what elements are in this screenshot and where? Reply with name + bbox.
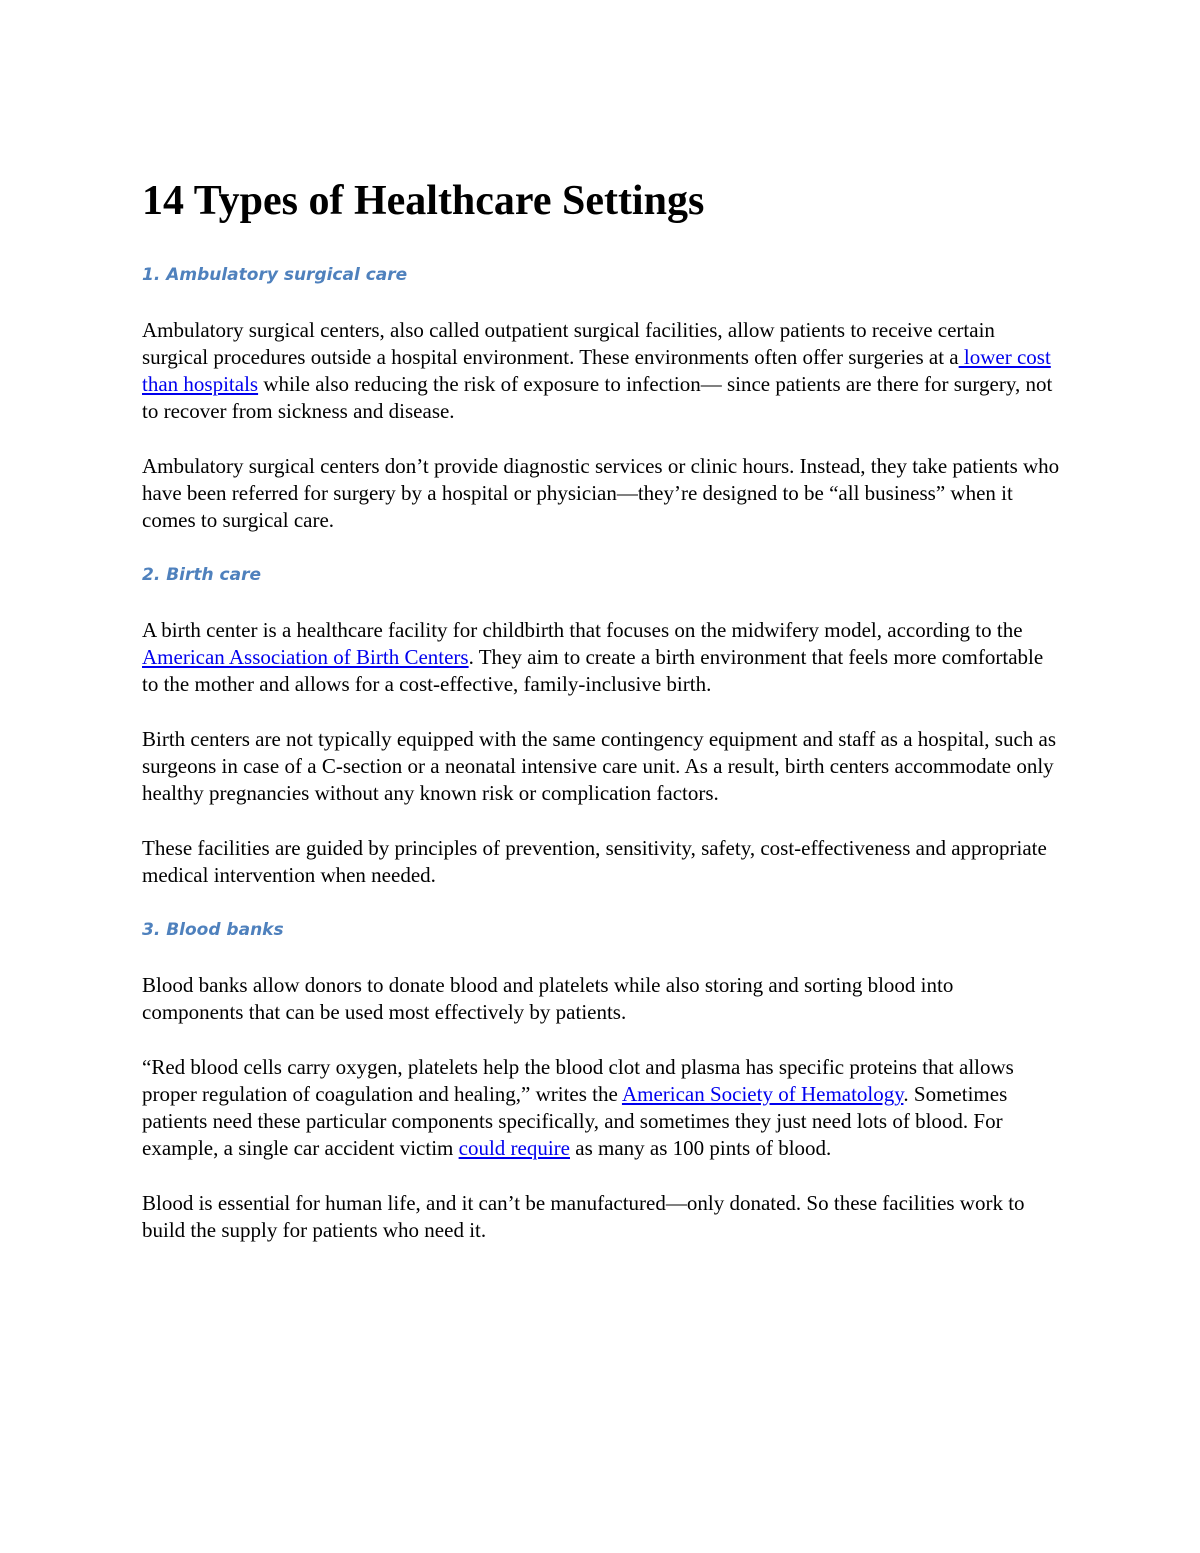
paragraph: [142, 1054, 1060, 1162]
paragraph-text: Blood is essential for human life, and it can’t be manufactured—only donated. So these facilities work to build the supply for patients who need it.: [142, 1191, 1025, 1242]
section-heading: 2. Birth care: [142, 565, 261, 585]
section-birth-care: [142, 562, 1060, 889]
paragraph-text: . They aim to create a birth environment that feels more comfortable to the mother and allows for a cost-effective, family-inclusive birth.: [142, 645, 1044, 696]
paragraph: [142, 835, 1060, 889]
paragraph: [142, 617, 1060, 698]
section-heading: 3. Blood banks: [142, 920, 284, 940]
paragraph-text: “Red blood cells carry oxygen, platelets help the blood clot and plasma has specific proteins that allows proper regulation of coagulation and healing,” writes the: [142, 1055, 1014, 1106]
paragraph-text: A birth center is a healthcare facility for childbirth that focuses on the midwifery model, according to the: [142, 618, 1023, 642]
section-heading: 1. Ambulatory surgical care: [142, 265, 408, 285]
paragraph: [142, 726, 1060, 807]
paragraph-text: . Sometimes patients need these particular components specifically, and sometimes they just need lots of blood. For example, a single car accident victim: [142, 1082, 1008, 1160]
paragraph-text: Ambulatory surgical centers, also called outpatient surgical facilities, allow patients to receive certain surgical procedures outside a hospital environment. These environments often offer surgeries at a: [142, 318, 995, 369]
lower-cost-than-hospitals-link[interactable]: lower cost than hospitals: [142, 345, 1051, 396]
paragraph-text: Birth centers are not typically equipped with the same contingency equipment and staff as a hospital, such as surgeons in case of a C-section or a neonatal intensive care unit. As a result, birth centers accommodate only healthy pregnancies without any known risk or complication factors.: [142, 727, 1057, 805]
paragraph-text: while also reducing the risk of exposure to infection— since patients are there for surgery, not to recover from sickness and disease.: [142, 372, 1053, 423]
paragraph-text: Ambulatory surgical centers don’t provide diagnostic services or clinic hours. Instead, they take patients who have been referred for surgery by a hospital or physician—they’re designed to be “all business” when it comes to surgical care.: [142, 454, 1060, 532]
paragraph: [142, 1190, 1060, 1244]
paragraph: [142, 453, 1060, 534]
paragraph-text: as many as 100 pints of blood.: [570, 1136, 832, 1160]
document-page: [142, 176, 1060, 1272]
section-blood-banks: [142, 917, 1060, 1244]
could-require-link[interactable]: could require: [458, 1136, 570, 1160]
section-ambulatory-surgical-care: [142, 262, 1060, 534]
paragraph: [142, 972, 1060, 1026]
document-title: 14 Types of Healthcare Settings: [142, 178, 705, 224]
paragraph-text: These facilities are guided by principles of prevention, sensitivity, safety, cost-effectiveness and appropriate medical intervention when needed.: [142, 836, 1047, 887]
american-association-of-birth-centers-link[interactable]: American Association of Birth Centers: [142, 645, 469, 669]
paragraph-text: Blood banks allow donors to donate blood and platelets while also storing and sorting blood into components that can be used most effectively by patients.: [142, 973, 954, 1024]
paragraph: [142, 317, 1060, 425]
american-society-of-hematology-link[interactable]: American Society of Hematology: [621, 1082, 904, 1106]
